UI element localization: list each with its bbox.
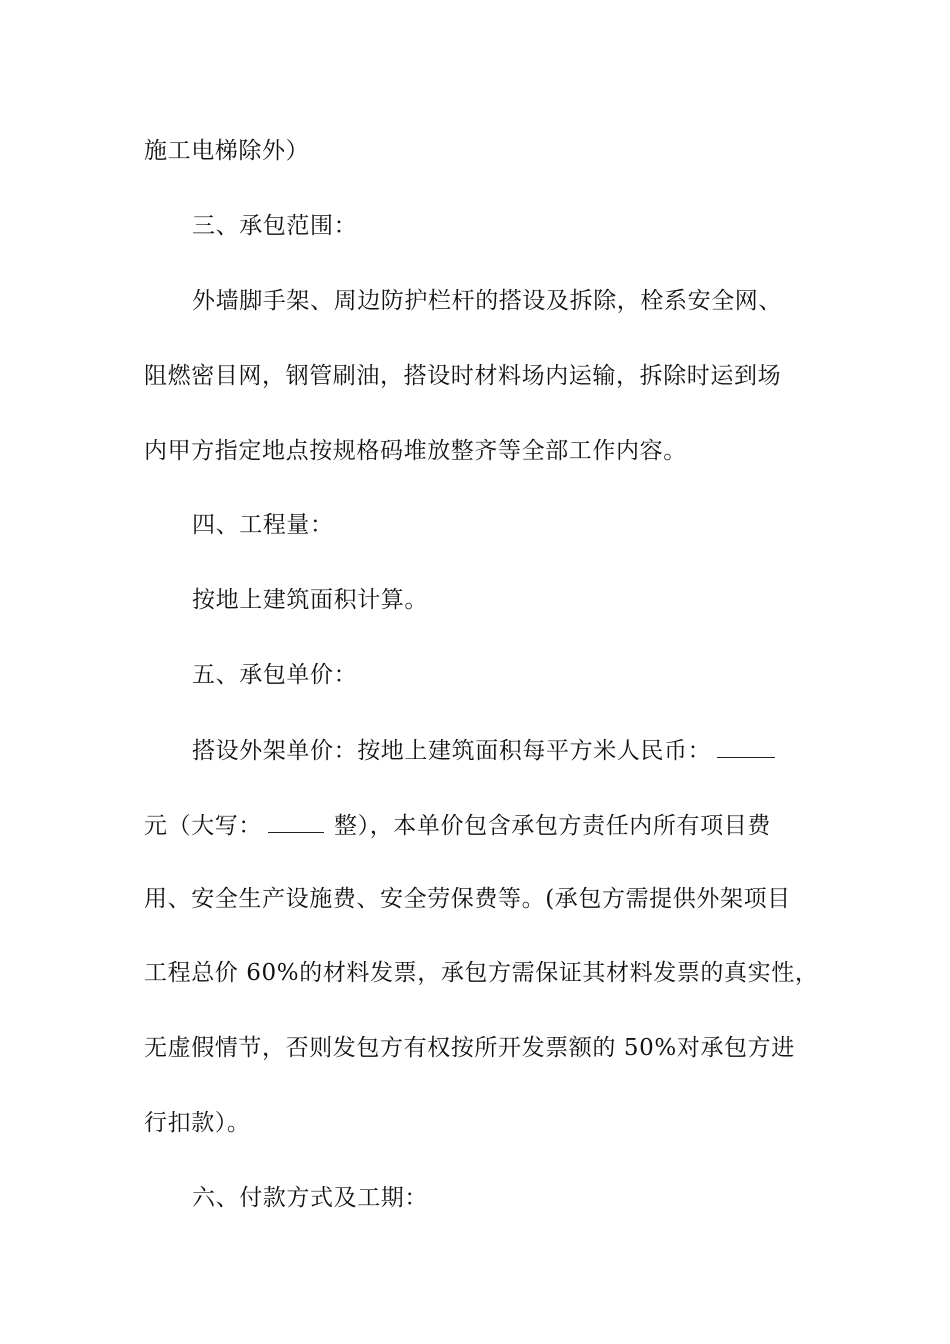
paragraph-line: 按地上建筑面积计算。 xyxy=(192,587,428,613)
amount-words-tail: 整），本单价包含承包方责任内所有项目费 xyxy=(334,813,771,839)
unit-price-line xyxy=(192,735,775,766)
amount-words-label: 元（大写： xyxy=(144,813,262,839)
section-heading-quantity: 四、工程量： xyxy=(192,512,334,538)
paragraph-line: 阻燃密目网，钢管刷油，搭设时材料场内运输，拆除时运到场 xyxy=(144,363,782,389)
section-heading-payment: 六、付款方式及工期： xyxy=(192,1185,428,1211)
amount-words-blank xyxy=(268,810,324,833)
unit-price-text: 搭设外架单价：按地上建筑面积每平方米人民币： xyxy=(192,738,712,764)
paragraph-line: 外墙脚手架、周边防护栏杆的搭设及拆除，栓系安全网、 xyxy=(192,288,782,314)
amount-blank xyxy=(717,735,775,758)
paragraph-line: 工程总价 60%的材料发票，承包方需保证其材料发票的真实性， xyxy=(144,960,819,986)
paragraph-line: 施工电梯除外） xyxy=(144,138,310,164)
section-heading-unit-price: 五、承包单价： xyxy=(192,662,358,688)
amount-words-line xyxy=(144,810,771,841)
paragraph-line: 行扣款）。 xyxy=(144,1110,251,1136)
paragraph-line: 用、安全生产设施费、安全劳保费等。(承包方需提供外架项目 xyxy=(144,886,791,912)
paragraph-line: 内甲方指定地点按规格码堆放整齐等全部工作内容。 xyxy=(144,438,687,464)
paragraph-line: 无虚假情节，否则发包方有权按所开发票额的 50%对承包方进 xyxy=(144,1035,795,1061)
section-heading-scope: 三、承包范围： xyxy=(192,213,358,239)
